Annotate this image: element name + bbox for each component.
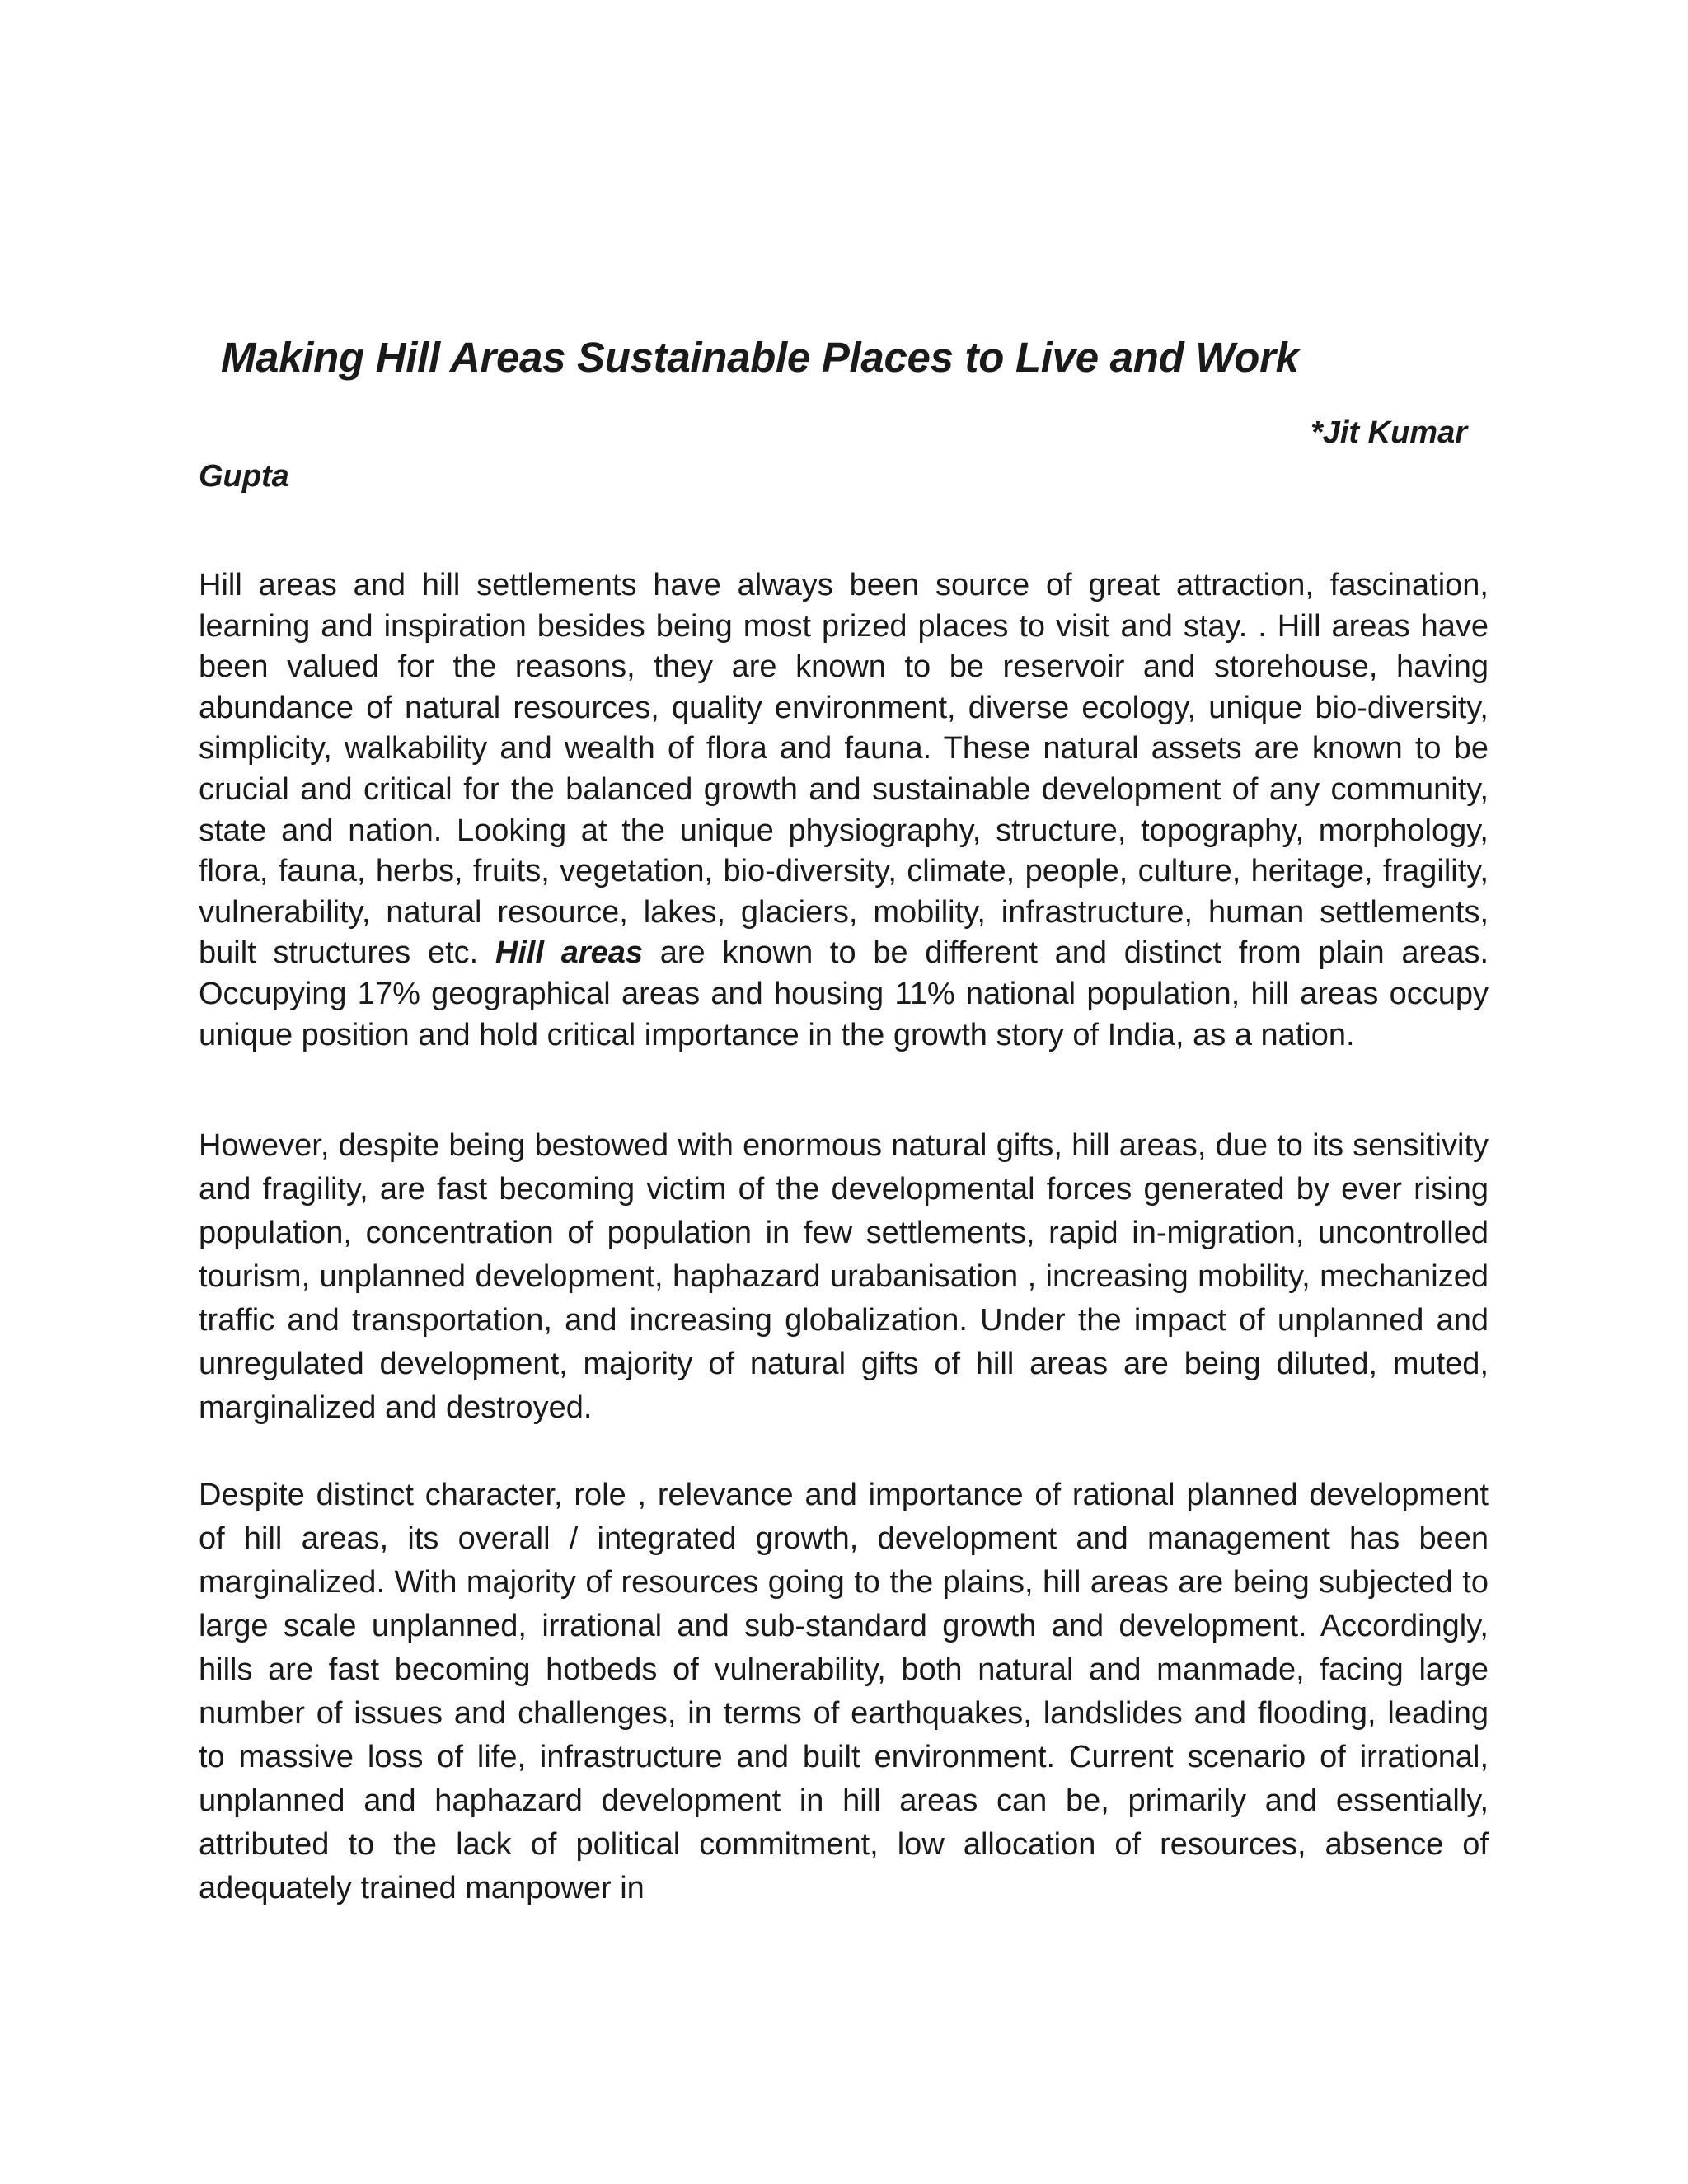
- paragraph-1: [199, 565, 1489, 1056]
- paragraph-1-text-a: Hill areas and hill settlements have always been source of great attraction, fascination, learning and inspiration besides being most prized places to visit and stay. . Hill areas have been valued for the reasons, they are known to be reservoir and storehouse, having abundance of natural resources, quality environment, diverse ecology, unique bio-diversity, simplicity, walkability and wealth of flora and fauna. These natural assets are known to be crucial and critical for the balanced growth and sustainable development of any community, state and nation. Looking at the unique physiography, structure, topography, morphology, flora, fauna, herbs, fruits, vegetation, bio-diversity, climate, people, culture, heritage, fragility, vulnerability, natural resource, lakes, glaciers, mobility, infrastructure, human settlements, built structures etc.: [199, 568, 1489, 971]
- author-name-line1: *Jit Kumar: [1310, 415, 1467, 450]
- document-title: Making Hill Areas Sustainable Places to Live and Work: [221, 334, 1299, 381]
- paragraph-1-text-b: are known to be different and distinct from plain areas. Occupying 17% geographical areas and housing 11% national population, hill areas occupy unique position and hold critical importance in the growth story of India, as a nation.: [199, 935, 1489, 1052]
- paragraph-1-emphasis: Hill areas: [495, 935, 644, 971]
- paragraph-2: However, despite being bestowed with enormous natural gifts, hill areas, due to its sensitivity and fragility, are fast becoming victim of the developmental forces generated by ever rising population, concentration of population in few settlements, rapid in-migration, uncontrolled tourism, unplanned development, haphazard urabanisation , increasing mobility, mechanized traffic and transportation, and increasing globalization. Under the impact of unplanned and unregulated development, majority of natural gifts of hill areas are being diluted, muted, marginalized and destroyed.: [199, 1128, 1489, 1425]
- author-name-line2: Gupta: [199, 459, 289, 494]
- paragraph-3: Despite distinct character, role , relevance and importance of rational planned development of hill areas, its overall / integrated growth, development and management has been marginalized. With majority of resources going to the plains, hill areas are being subjected to large scale unplanned, irrational and sub-standard growth and development. Accordingly, hills are fast becoming hotbeds of vulnerability, both natural and manmade, facing large number of issues and challenges, in terms of earthquakes, landslides and flooding, leading to massive loss of life, infrastructure and built environment. Current scenario of irrational, unplanned and haphazard development in hill areas can be, primarily and essentially, attributed to the lack of political commitment, low allocation of resources, absence of adequately trained manpower in: [199, 1478, 1489, 1905]
